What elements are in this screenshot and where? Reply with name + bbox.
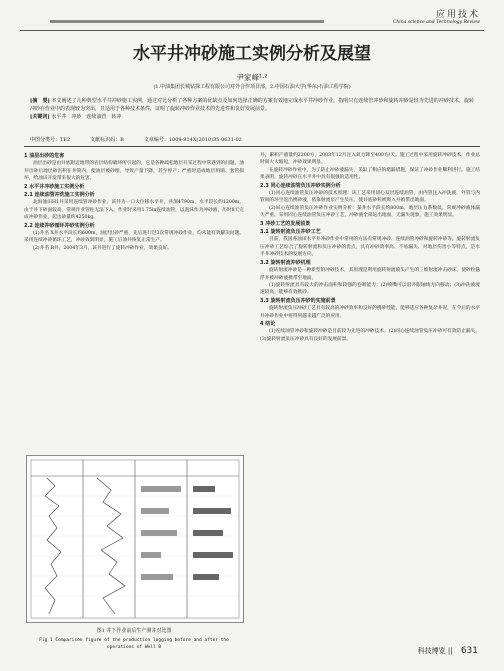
paragraph: (1)旋转射流具有较大的冲击面积和较强的卷吸能力；(2)喷嘴可以沿井眼轴线方向移动；(3)冲洗液流速较高，能够有效携砂。	[260, 282, 480, 296]
footer-issue: ||	[447, 647, 453, 655]
section-heading: 1 油层出砂的危害	[24, 153, 65, 159]
article-author: 尹家峰¹·²	[236, 73, 268, 82]
journal-name-en: China science and Technology Review	[392, 20, 480, 25]
paragraph: 井，累积产液量约2200方，2003年12月注入氮力降至400方/天。施工过程中采用旋转冲砂技术，作业总时间大大缩短，冲砂效果明显。	[260, 153, 480, 166]
abstract	[30, 97, 474, 121]
paragraph: (2)井名 B井，2004年3月，该井进行了旋转冲砂作业，效果良好。	[33, 245, 172, 251]
figure-caption: 图1 井下作业前后生产测井对比图	[96, 628, 172, 634]
subsection-heading: 3.1 旋转射流负压冲砂工艺	[260, 229, 321, 236]
abstract-label: [摘 要]	[30, 98, 50, 104]
header-decor-bar	[50, 20, 324, 23]
subsection-heading: 3.2 旋转射流冲砂机理	[260, 259, 311, 266]
article-meta	[30, 136, 474, 143]
document-code: 文献标识码：B	[90, 137, 124, 143]
page-number: 631	[460, 646, 478, 656]
keywords-label: [关键词]	[30, 114, 50, 120]
section-heading: 2 水平井冲砂施工实例分析	[24, 183, 85, 190]
paragraph: 在旋转冲砂作业中，为了防止冲砂液漏失，采取了相应的堵漏措施，保证了冲砂作业顺利进行。施工结果表明，旋转冲砂在水平井中具有很强的适用性。	[260, 167, 480, 181]
figure-production-log	[26, 455, 244, 623]
page-footer	[418, 646, 478, 656]
paragraph: (1)同心连续油管负压冲砂的技术原理：该工艺采用同心双层连续油管，由内管注入冲洗液，外管与内管间的环空返出携砂液，依靠射流泵产生负压，使井底砂粒被吸入并被带出地面。	[260, 191, 480, 204]
footer-journal: 科技博览	[417, 647, 446, 655]
subsection-heading: 2.3 同心连续油管负压冲砂实例分析	[260, 182, 341, 189]
left-column	[24, 152, 244, 452]
subsection-heading: 2.1 连续油管冲洗施工实例分析	[24, 192, 95, 199]
paragraph: 目前，我国各油田水平井冲砂作业中常用的方法有常规冲砂、连续油管冲砂和旋转冲砂等。旋转射流负压冲砂工艺综合了旋转射流和负压冲砂的优点，具有冲砂效率高、不易漏失、对地层伤害小等特点，是水平井冲砂技术的发展方向。	[260, 237, 480, 258]
keywords-text: 水平井 冲砂 连续油管 转冲	[51, 114, 122, 120]
abstract-text: 本文阐述了几种典型水平井冲砂施工实例，通过对比分析了各种方案的优缺点及如何选择正确的方案有效地完成水平井冲砂作业，指明只有连续管冲砂和旋转冲砂是较为先进的冲砂技术，旋转冲砂在作业中的表现较为突出，且适用于各种技术条件，证明了旋转冲砂作业技术的先进性和良好发展前景。	[30, 98, 474, 112]
article-id: 文章编号：1009-914X(2010)35-0631-02	[143, 137, 242, 143]
log-comparison-graphic	[27, 456, 243, 622]
figure-caption-en: Fig 1 Comparison figure of the production logging before and after the operations of Well B	[39, 638, 229, 650]
section-heading: 4 结论	[260, 320, 276, 327]
subsection-heading: 3.3 旋转射流负压冲砂的实施前景	[260, 297, 336, 304]
paragraph: (1)井名 X井水平段长约600m，油层出砂严重，先后进行过3次常规冲砂作业，均未能有效解决问题。采用连续冲砂循环工艺，冲砂效果明显，施工后油井恢复正常生产。	[24, 231, 244, 244]
subsection-heading: 2.2 连续冲砂循环冲砂实例分析	[24, 222, 95, 229]
paragraph: 油层出砂是由井底附近地带的岩层结构破坏所引起的，它是各种疏松地层开采过程中常遇到的问题。油井出砂后地层砂沉积在井筒内，使油层被砂埋，导致产量下降，甚至停产；严重时造成地层坍塌、套管损坏，给油田开发带来很大的危害。	[24, 161, 244, 182]
section-heading: 3 冲砂工艺的发展前景	[260, 220, 311, 227]
paragraph: 北海油田H1井采用连续管冲砂作业。该井为一口大位移水平井，井深4790m，水平段长约1200m。由于井下砂面较高，常规作业管柱无法下入，作业时采用1.75in连续油管，以泡沫作为冲砂液，历时8天完成冲砂作业，起出砂量约4250kg。	[24, 200, 244, 221]
section-label: 应用技术	[435, 10, 480, 20]
paragraph: 旋转射流负压冲砂工艺具有较高的冲砂效率和良好的携砂性能，能够适应各种复杂井况，在今后的水平井冲砂作业中将得到越来越广泛的应用。	[260, 306, 480, 319]
paragraph: (2)同心连续油管负压冲砂作业实例分析：某井水平段长约800m，地层压力系数低，常规冲砂液体漏失严重。采用同心连续油管负压冲砂工艺，冲砂液全部返出地面，无漏失现象，施工效果明显。	[260, 205, 480, 219]
page-header	[20, 4, 484, 31]
author-affiliation: (1.中油集团长城钻探工程有限公司对外合作项目部，2.中国石油大学(华东)石油工程学院)	[153, 84, 351, 90]
divider	[24, 146, 480, 147]
paragraph: 旋转射流冲砂是一种新型的冲砂技术，其原理是利用旋转射流喷头产生的三维射流冲击砂床，使砂粒悬浮并被冲砂液携带至地面。	[260, 268, 480, 281]
clc-number: 中图分类号：TE2	[30, 137, 71, 143]
right-column	[260, 152, 480, 637]
article-title: 水平井冲砂施工实例分析及展望	[133, 44, 371, 64]
paragraph: (1)连续油管冲砂和旋转冲砂是目前较为先进的冲砂技术。(2)同心连续油管负压冲砂可有效防止漏失。(3)旋转射流负压冲砂具有良好的发展前景。	[260, 329, 480, 342]
